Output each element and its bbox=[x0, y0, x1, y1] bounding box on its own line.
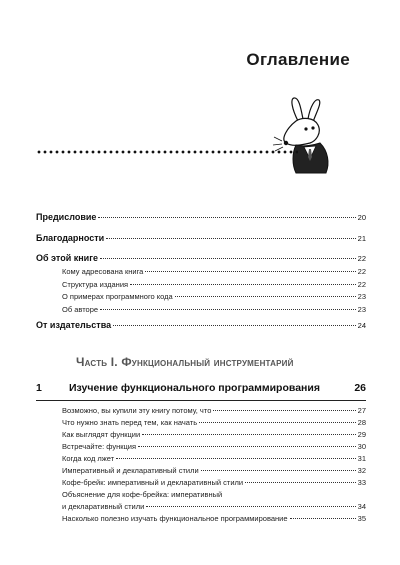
dot-leader bbox=[100, 258, 356, 259]
dot-leader bbox=[201, 470, 356, 471]
toc-section[interactable]: Как выглядят функции 29 bbox=[62, 430, 366, 439]
dot-leader bbox=[290, 518, 356, 519]
dot-leader bbox=[175, 296, 356, 297]
dot-leader bbox=[142, 434, 355, 435]
dot-leader bbox=[145, 271, 355, 272]
chapter-title: Изучение функционального программирования bbox=[69, 382, 320, 394]
chapter-rule bbox=[36, 400, 366, 401]
dot-leader bbox=[130, 284, 356, 285]
toc-section[interactable]: и декларативный стили 34 bbox=[62, 502, 366, 511]
toc-entry-about-book[interactable]: Об этой книге 22 bbox=[36, 253, 366, 263]
dot-leader bbox=[245, 482, 356, 483]
dot-leader bbox=[113, 325, 356, 326]
dotted-divider bbox=[36, 150, 298, 154]
toc-chapter-1[interactable] bbox=[36, 382, 366, 396]
dot-leader bbox=[138, 446, 356, 447]
toc-section[interactable]: Императивный и декларативный стили 32 bbox=[62, 466, 366, 475]
toc-section[interactable]: Когда код лжет 31 bbox=[62, 454, 366, 463]
page-title: Оглавление bbox=[246, 50, 350, 69]
part-title: Часть I. Функциональный инструментарий bbox=[76, 355, 294, 369]
toc-entry-structure[interactable]: Структура издания 22 bbox=[62, 280, 366, 289]
toc-entry-code-examples[interactable]: О примерах программного кода 23 bbox=[62, 292, 366, 301]
chapter-number: 1 bbox=[36, 382, 42, 394]
toc-section-wrapped-line[interactable]: Объяснение для кофе-брейка: императивный bbox=[62, 490, 223, 499]
dot-leader bbox=[199, 422, 356, 423]
dot-leader bbox=[116, 458, 356, 459]
toc-section[interactable]: Кофе-брейк: императивный и декларативный стили 33 bbox=[62, 478, 366, 487]
toc-section[interactable]: Возможно, вы купили эту книгу потому, что 27 bbox=[62, 406, 366, 415]
toc-entry-about-author[interactable]: Об авторе 23 bbox=[62, 305, 366, 314]
toc-entry-audience[interactable]: Кому адресована книга 22 bbox=[62, 267, 366, 276]
toc-section[interactable]: Насколько полезно изучать функциональное программирование 35 bbox=[62, 514, 366, 523]
dot-leader bbox=[106, 238, 355, 239]
dot-leader bbox=[146, 506, 355, 507]
dot-leader bbox=[213, 410, 355, 411]
dot-leader bbox=[98, 217, 355, 218]
toc-section[interactable]: Что нужно знать перед тем, как начать 28 bbox=[62, 418, 366, 427]
chapter-page: 26 bbox=[354, 382, 366, 394]
dot-leader bbox=[100, 309, 356, 310]
toc-entry-acknowledgements[interactable]: Благодарности 21 bbox=[36, 233, 366, 243]
toc-section[interactable]: Встречайте: функция 30 bbox=[62, 442, 366, 451]
rabbit-mascot-illustration bbox=[270, 97, 340, 175]
toc-entry-from-publisher[interactable]: От издательства 24 bbox=[36, 320, 366, 330]
toc-entry-preface[interactable]: Предисловие 20 bbox=[36, 212, 366, 222]
